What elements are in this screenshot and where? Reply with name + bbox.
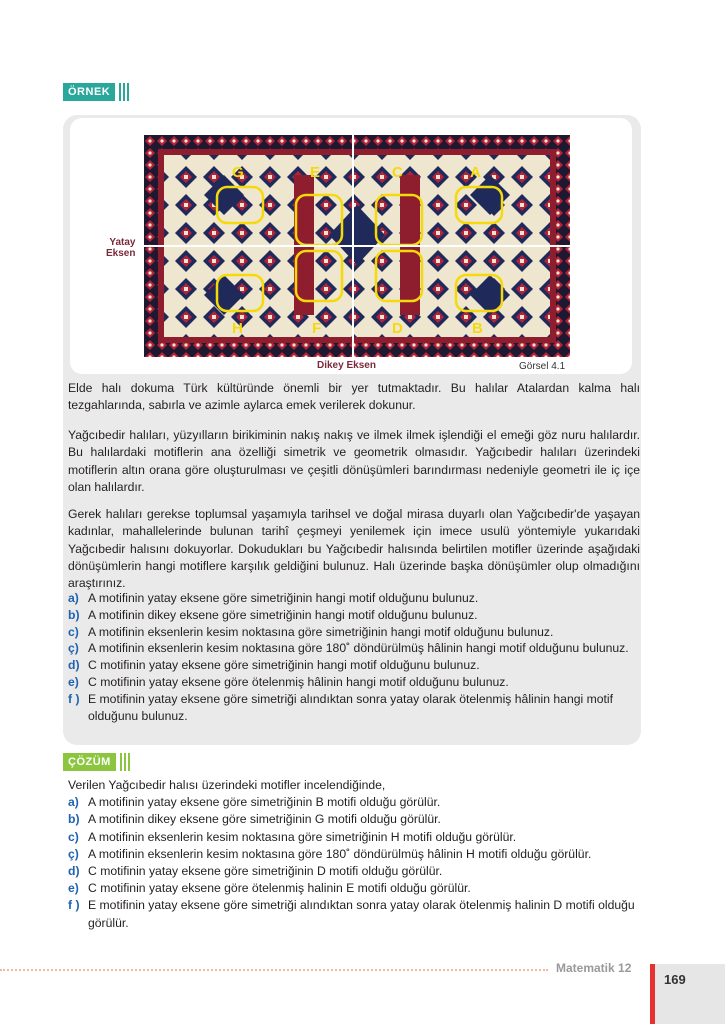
footer-subject: Matematik 12: [556, 961, 632, 975]
list-item: d) C motifinin yatay eksene göre simetriğinin hangi motif olduğunu bulunuz.: [68, 658, 480, 673]
motif-label-h: H: [232, 320, 243, 337]
motif-label-g: G: [232, 164, 244, 181]
question-list: [68, 590, 640, 724]
list-item: a) A motifinin yatay eksene göre simetriğinin B motifi olduğu görülür.: [68, 795, 441, 810]
list-item: a) A motifinin yatay eksene göre simetriğinin hangi motif olduğunu bulunuz.: [68, 591, 479, 605]
paragraph-1: Elde halı dokuma Türk kültüründe önemli bir yer tutmaktadır. Bu halılar Atalardan kalma halı tezgahlarında, sabırla ve azimle aylarca emek verilerek dokunur.: [68, 381, 640, 413]
footer-divider: [0, 969, 548, 971]
example-tag: [63, 83, 129, 101]
list-item: ç) A motifinin eksenlerin kesim noktasına göre 180˚ döndürülmüş hâlinin H motifi olduğu görülür.: [68, 846, 592, 861]
tag-bars: [117, 83, 129, 101]
solution-block: [68, 777, 648, 932]
motif-label-e: E: [310, 164, 321, 181]
list-item: b) A motifinin dikey eksene göre simetriğinin G motifi olduğu görülür.: [68, 812, 441, 827]
figure-caption: Görsel 4.1: [519, 361, 566, 372]
solution-intro: Verilen Yağcıbedir halısı üzerindeki motifler incelendiğinde,: [68, 778, 386, 792]
list-item: d) C motifinin yatay eksene göre simetriğinin D motifi olduğu görülür.: [68, 864, 443, 879]
page-tab: [650, 964, 725, 1024]
list-item: c) A motifinin eksenlerin kesim noktasına göre simetriğinin H motifi olduğu görülür.: [68, 829, 517, 844]
vertical-axis-label: Dikey Eksen: [317, 360, 376, 371]
motif-label-b: B: [472, 320, 483, 337]
paragraph-3: Gerek halıları gerekse toplumsal yaşamıyla tarihsel ve doğal mirasa duyarlı olan Yağcıbedir'de yaşayan kadınlar, mahallelerinde bulunan tarihî çeşmeyi yenilemek için imece usulü yöntemiyle yukarıdaki Yağcıbedir halısını dokuyorlar. Dokudukları bu Yağcıbedir halısında belirtilen motifler üzerinde aşağıdaki dönüşümlerin hangi motiflere karşılık geldiğini bulunuz. Halı üzerinde başka dönüşümler olup olmadığını araştırınız.: [68, 507, 640, 591]
motif-label-c: C: [392, 164, 403, 181]
carpet-image: [144, 135, 570, 357]
motif-label-d: D: [392, 320, 403, 337]
list-item: c) A motifinin eksenlerin kesim noktasına göre simetriğinin hangi motif olduğunu bulunuz.: [68, 624, 554, 639]
list-item: e) C motifinin yatay eksene göre ötelenmiş hâlinin hangi motif olduğunu bulunuz.: [68, 674, 509, 689]
paragraph-2: Yağcıbedir halıları, yüzyılların birikiminin nakış nakış ve ilmek ilmek işlendiği el emeği göz nuru halılardır. Bu halılardaki motiflerin ana özelliği simetrik ve geometrik olmasıdır. Yağcıbedir halıları üzerindeki motiflerin altın orana göre oluşturulması ve çeşitli dönüşümleri barındırması nedeniyle geometri ile iç içe olan halılardır.: [68, 428, 640, 494]
solution-label: ÇÖZÜM: [63, 753, 116, 771]
list-item: e) C motifinin yatay eksene göre ötelenmiş halinin E motifi olduğu görülür.: [68, 881, 471, 896]
list-item: f ) E motifinin yatay eksene göre simetriği alındıktan sonra yatay olarak ötelenmiş halinin D motifi olduğu görülür.: [68, 898, 635, 930]
tag-bars: [118, 753, 130, 771]
motif-label-a: A: [470, 164, 481, 181]
page-tab-accent: [650, 964, 655, 1024]
list-item: ç) A motifinin eksenlerin kesim noktasına göre 180˚ döndürülmüş hâlinin hangi motif olduğunu bulunuz.: [68, 641, 629, 656]
list-item: b) A motifinin dikey eksene göre simetriğinin hangi motif olduğunu bulunuz.: [68, 607, 478, 622]
motif-label-f: F: [312, 320, 322, 337]
solution-tag: [63, 753, 130, 771]
page-number: 169: [664, 972, 686, 987]
list-item: f ) E motifinin yatay eksene göre simetriği alındıktan sonra yatay olarak ötelenmiş hâlinin hangi motif olduğunu bulunuz.: [68, 691, 614, 723]
horizontal-axis-label: Yatay Eksen: [106, 237, 136, 259]
example-label: ÖRNEK: [63, 83, 115, 101]
